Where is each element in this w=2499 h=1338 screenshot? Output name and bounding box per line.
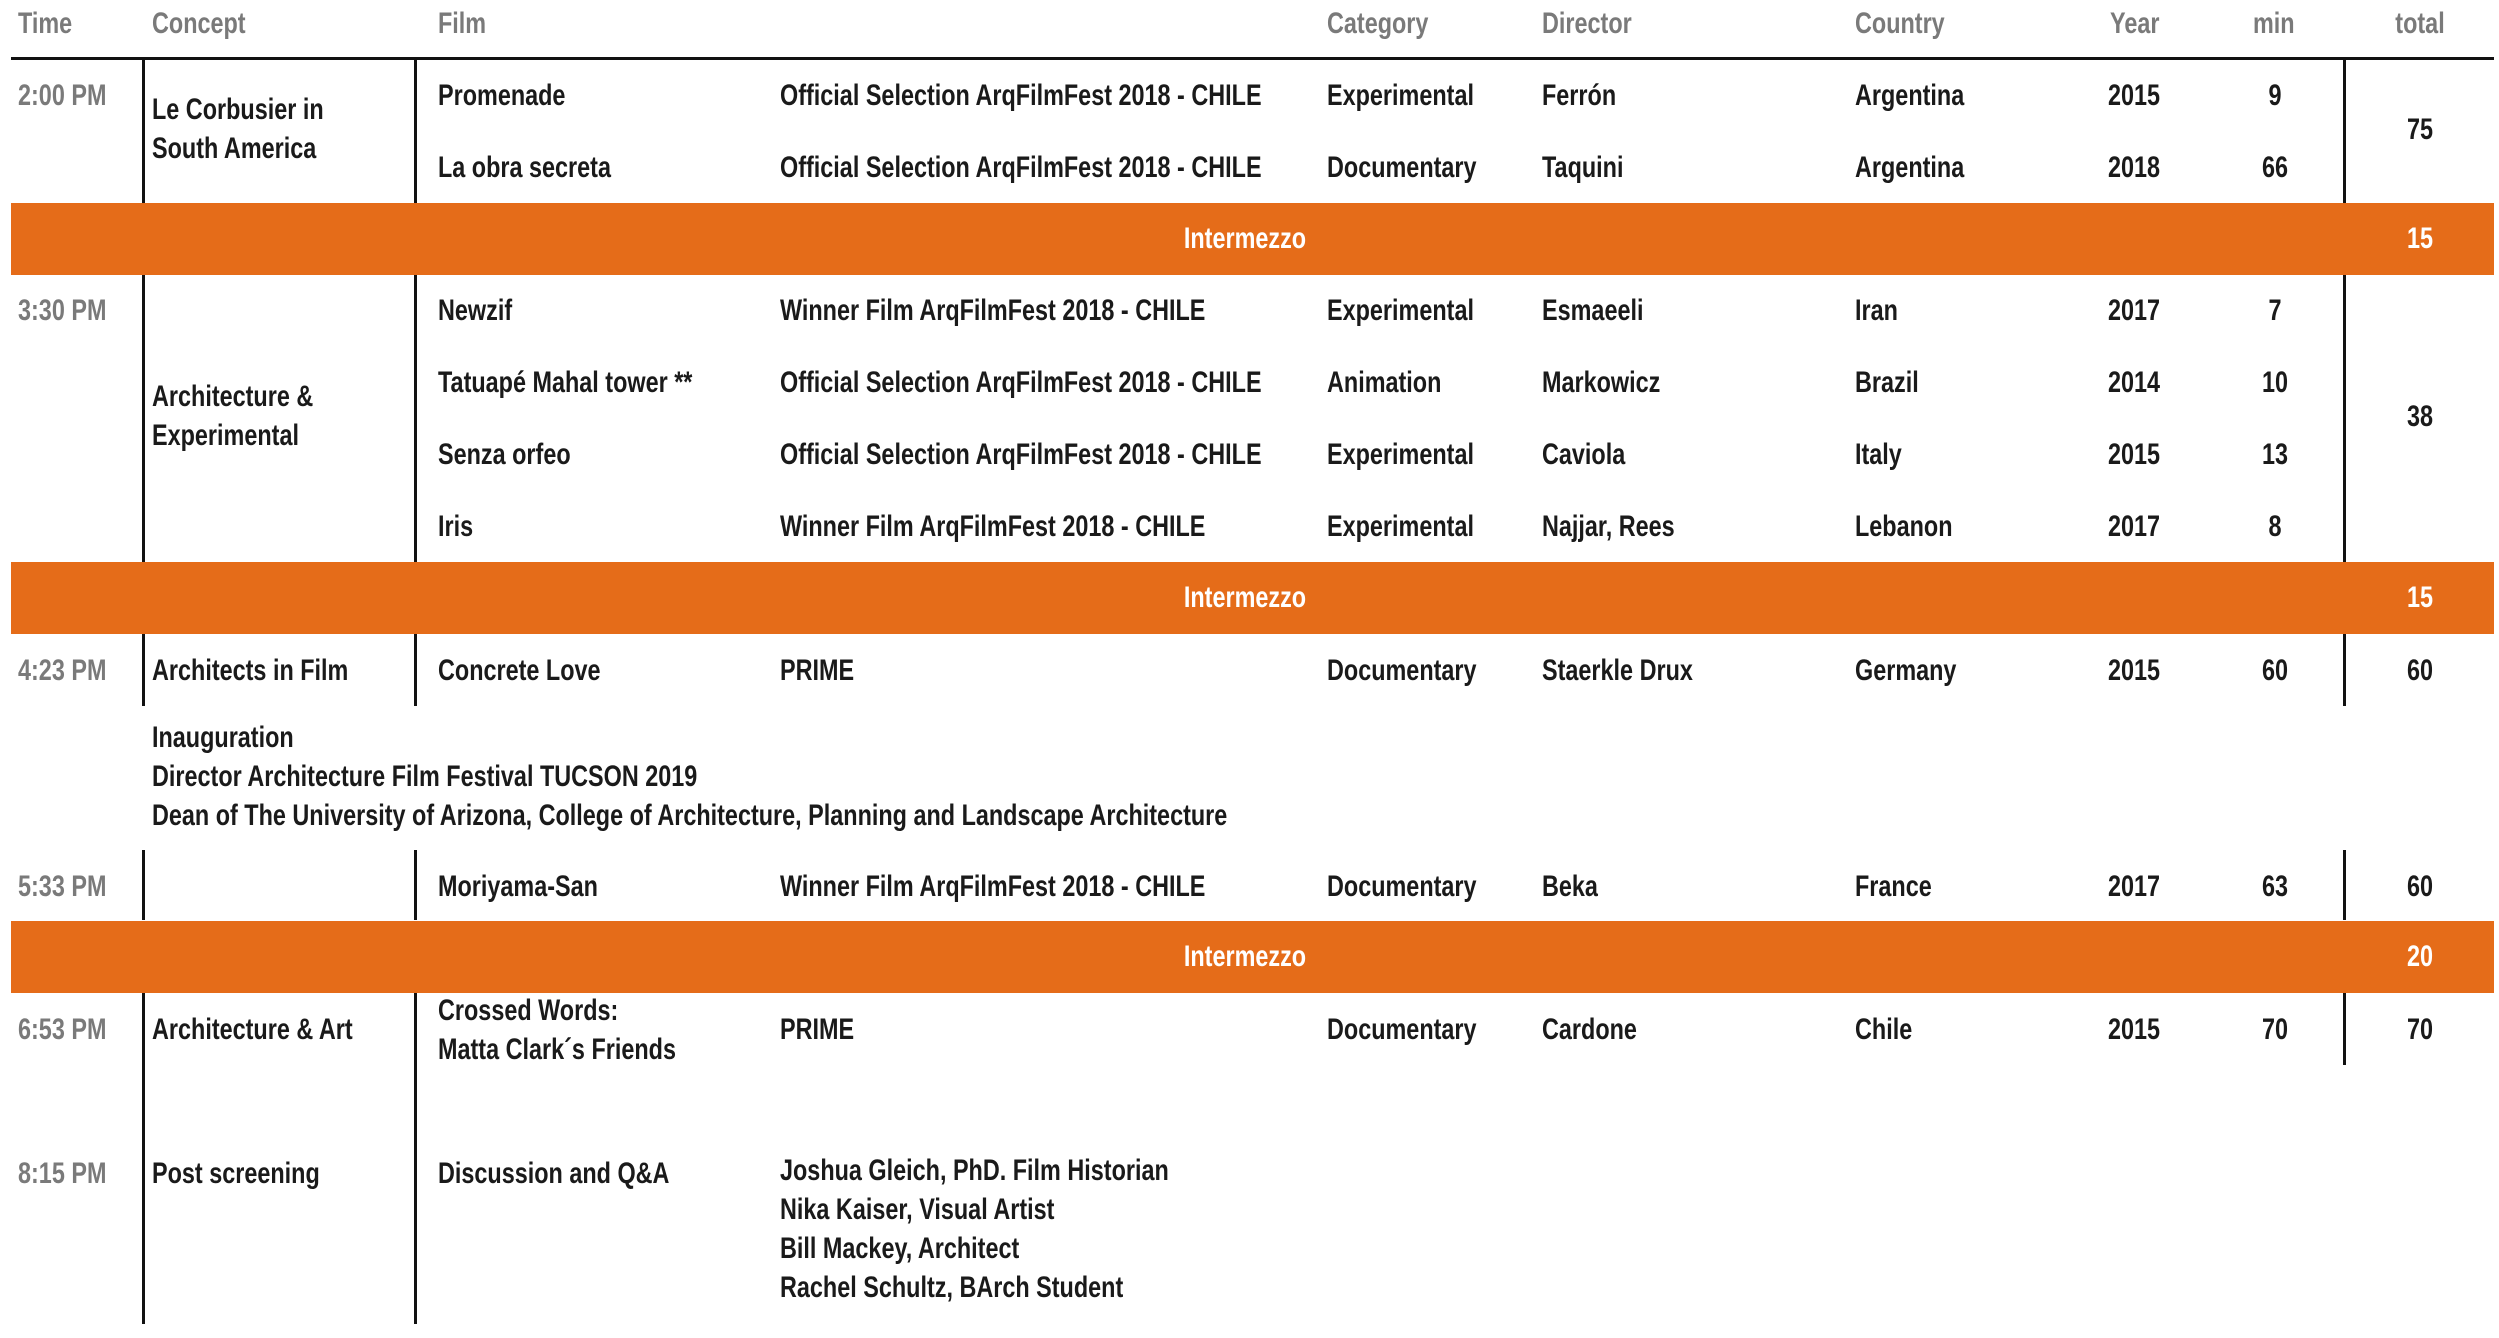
- block-time: 2:00 PM: [18, 79, 107, 112]
- block-total: 60: [2406, 870, 2434, 903]
- film-min: 9: [2268, 79, 2282, 112]
- rule: [142, 993, 145, 1324]
- film-min: 7: [2268, 294, 2282, 327]
- film-year: 2014: [2108, 366, 2161, 399]
- inauguration-line: Dean of The University of Arizona, College of Architecture, Planning and Landscape Architecture: [152, 799, 1228, 832]
- film-year: 2017: [2108, 870, 2161, 903]
- film-selection: Winner Film ArqFilmFest 2018 - CHILE: [780, 294, 1206, 327]
- film-min: 66: [2261, 151, 2289, 184]
- film-title: La obra secreta: [438, 151, 611, 184]
- film-selection: Official Selection ArqFilmFest 2018 - CHILE: [780, 366, 1262, 399]
- rule: [142, 60, 145, 203]
- film-year: 2015: [2108, 79, 2161, 112]
- panelist: Bill Mackey, Architect: [780, 1232, 1020, 1265]
- film-year: 2018: [2108, 151, 2161, 184]
- header-country: Country: [1855, 7, 1945, 40]
- film-category: Documentary: [1327, 1013, 1477, 1046]
- film-director: Markowicz: [1542, 366, 1661, 399]
- intermezzo-total: 15: [2406, 581, 2434, 614]
- header-director: Director: [1542, 7, 1632, 40]
- header-category: Category: [1327, 7, 1429, 40]
- film-min: 13: [2261, 438, 2289, 471]
- block-total: 70: [2406, 1013, 2434, 1046]
- film-title: Crossed Words:: [438, 994, 619, 1027]
- rule: [2343, 60, 2346, 203]
- inauguration-line: Director Architecture Film Festival TUCSON 2019: [152, 760, 698, 793]
- film-director: Esmaeeli: [1542, 294, 1644, 327]
- film-country: Brazil: [1855, 366, 1919, 399]
- film-category: Experimental: [1327, 510, 1474, 543]
- film-director: Caviola: [1542, 438, 1626, 471]
- rule: [414, 60, 417, 203]
- rule: [414, 993, 417, 1324]
- rule: [2343, 850, 2346, 920]
- intermezzo-label: Intermezzo: [1183, 940, 1307, 973]
- panelist: Joshua Gleich, PhD. Film Historian: [780, 1154, 1169, 1187]
- film-category: Documentary: [1327, 654, 1477, 687]
- block-total: 75: [2406, 113, 2434, 146]
- film-year: 2017: [2108, 294, 2161, 327]
- film-title: Promenade: [438, 79, 566, 112]
- film-title: Discussion and Q&A: [438, 1157, 670, 1190]
- film-selection: PRIME: [780, 1013, 855, 1046]
- block-time: 5:33 PM: [18, 870, 107, 903]
- film-category: Animation: [1327, 366, 1442, 399]
- block-concept: Architecture &: [152, 380, 314, 413]
- panelist: Nika Kaiser, Visual Artist: [780, 1193, 1055, 1226]
- film-selection: Winner Film ArqFilmFest 2018 - CHILE: [780, 510, 1206, 543]
- film-country: Iran: [1855, 294, 1898, 327]
- film-category: Experimental: [1327, 438, 1474, 471]
- film-title-line2: Matta Clark´s Friends: [438, 1033, 676, 1066]
- header-time: Time: [18, 7, 73, 40]
- film-min: 63: [2261, 870, 2289, 903]
- film-director: Najjar, Rees: [1542, 510, 1675, 543]
- block-total: 38: [2406, 400, 2434, 433]
- film-category: Experimental: [1327, 294, 1474, 327]
- header-film: Film: [438, 7, 487, 40]
- film-title: Concrete Love: [438, 654, 601, 687]
- film-country: Chile: [1855, 1013, 1913, 1046]
- film-country: Argentina: [1855, 79, 1965, 112]
- film-director: Taquini: [1542, 151, 1624, 184]
- block-concept: Post screening: [152, 1157, 320, 1190]
- film-director: Cardone: [1542, 1013, 1637, 1046]
- film-min: 70: [2261, 1013, 2289, 1046]
- film-min: 8: [2268, 510, 2282, 543]
- film-title: Newzif: [438, 294, 513, 327]
- film-country: Germany: [1855, 654, 1957, 687]
- rule: [2343, 993, 2346, 1065]
- film-selection: Winner Film ArqFilmFest 2018 - CHILE: [780, 870, 1206, 903]
- film-year: 2015: [2108, 1013, 2161, 1046]
- film-country: Italy: [1855, 438, 1902, 471]
- film-director: Staerkle Drux: [1542, 654, 1693, 687]
- block-concept: Le Corbusier in: [152, 93, 324, 126]
- film-selection: PRIME: [780, 654, 855, 687]
- block-time: 3:30 PM: [18, 294, 107, 327]
- film-title: Moriyama-San: [438, 870, 598, 903]
- rule: [142, 275, 145, 562]
- film-year: 2015: [2108, 438, 2161, 471]
- block-concept: Architects in Film: [152, 654, 349, 687]
- film-director: Beka: [1542, 870, 1598, 903]
- panelist: Rachel Schultz, BArch Student: [780, 1271, 1124, 1304]
- header-concept: Concept: [152, 7, 246, 40]
- film-country: Argentina: [1855, 151, 1965, 184]
- intermezzo-label: Intermezzo: [1183, 581, 1307, 614]
- film-selection: Official Selection ArqFilmFest 2018 - CHILE: [780, 438, 1262, 471]
- film-title: Iris: [438, 510, 474, 543]
- film-country: Lebanon: [1855, 510, 1953, 543]
- header-rule: [11, 57, 2494, 60]
- intermezzo-total: 20: [2406, 940, 2434, 973]
- block-time: 4:23 PM: [18, 654, 107, 687]
- header-min: min: [2253, 7, 2295, 40]
- header-total: total: [2395, 7, 2445, 40]
- intermezzo-label: Intermezzo: [1183, 222, 1307, 255]
- film-min: 10: [2261, 366, 2289, 399]
- rule: [142, 634, 145, 706]
- block-time: 8:15 PM: [18, 1157, 107, 1190]
- film-director: Ferrón: [1542, 79, 1617, 112]
- film-category: Documentary: [1327, 151, 1477, 184]
- inauguration-line: Inauguration: [152, 721, 294, 754]
- rule: [2343, 634, 2346, 706]
- film-selection: Official Selection ArqFilmFest 2018 - CHILE: [780, 151, 1262, 184]
- rule: [414, 275, 417, 562]
- block-concept: South America: [152, 132, 317, 165]
- block-concept: Architecture & Art: [152, 1013, 353, 1046]
- film-country: France: [1855, 870, 1932, 903]
- film-selection: Official Selection ArqFilmFest 2018 - CHILE: [780, 79, 1262, 112]
- rule: [142, 850, 145, 920]
- block-concept: Experimental: [152, 419, 299, 452]
- film-category: Experimental: [1327, 79, 1474, 112]
- header-year: Year: [2110, 7, 2160, 40]
- film-title: Tatuapé Mahal tower **: [438, 366, 693, 399]
- rule: [414, 850, 417, 920]
- rule: [414, 634, 417, 706]
- block-time: 6:53 PM: [18, 1013, 107, 1046]
- intermezzo-total: 15: [2406, 222, 2434, 255]
- film-year: 2017: [2108, 510, 2161, 543]
- block-total: 60: [2406, 654, 2434, 687]
- film-year: 2015: [2108, 654, 2161, 687]
- rule: [2343, 275, 2346, 562]
- film-title: Senza orfeo: [438, 438, 571, 471]
- film-min: 60: [2261, 654, 2289, 687]
- film-category: Documentary: [1327, 870, 1477, 903]
